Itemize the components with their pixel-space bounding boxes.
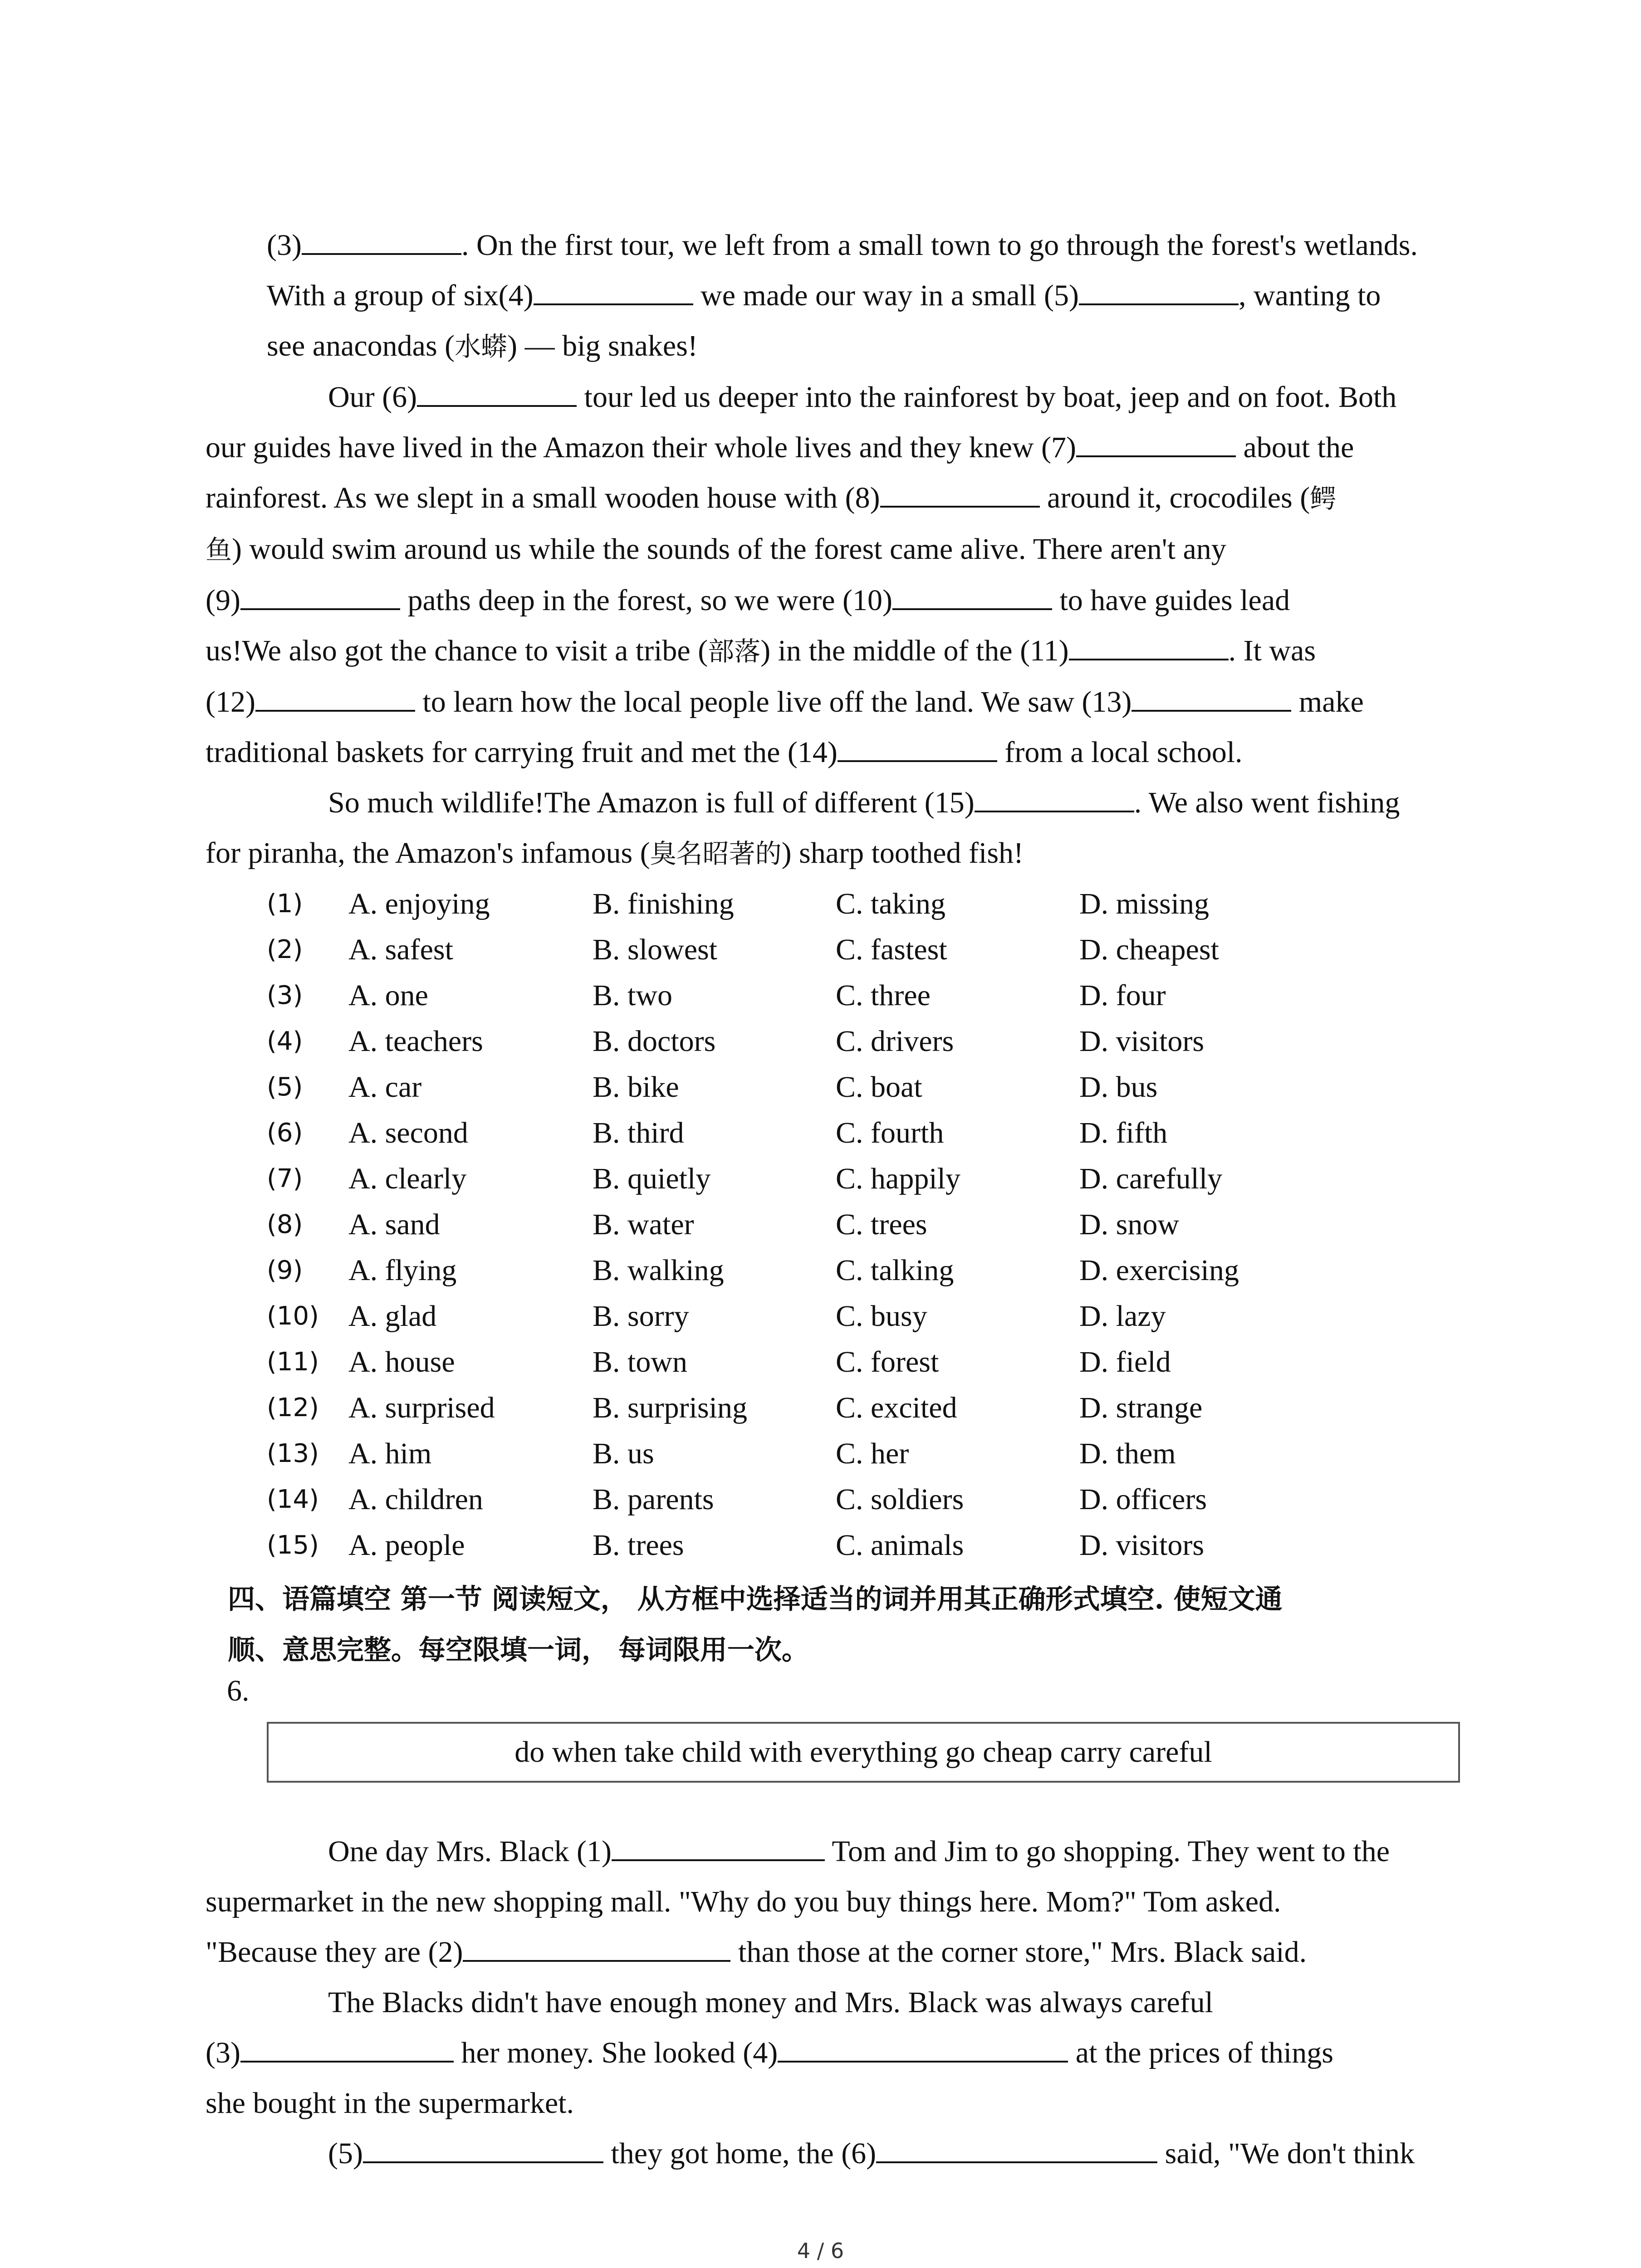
option-a[interactable]: A. safest <box>348 933 453 966</box>
option-b[interactable]: B. water <box>593 1208 694 1241</box>
text: paths deep in the forest, so we were (10) <box>400 584 892 617</box>
answer-blank-3[interactable] <box>302 223 461 255</box>
option-row-3 <box>267 973 1465 1018</box>
option-a[interactable]: A. flying <box>348 1254 457 1287</box>
answer-blank-4[interactable] <box>778 2031 1068 2063</box>
text: "Because they are (2) <box>206 1936 463 1969</box>
answer-blank-10[interactable] <box>892 578 1052 610</box>
answer-blank-6[interactable] <box>417 375 577 407</box>
text: (3) <box>267 229 302 262</box>
answer-blank-5[interactable] <box>1079 274 1239 305</box>
option-row-15 <box>267 1522 1465 1568</box>
option-d[interactable]: D. carefully <box>1079 1162 1223 1195</box>
section-heading <box>228 1574 1466 1676</box>
text: her money. She looked (4) <box>453 2036 778 2069</box>
option-a[interactable]: A. sand <box>348 1208 440 1241</box>
text: supermarket in the new shopping mall. "Why do you buy things here. Mom?" Tom asked. <box>206 1885 1281 1918</box>
option-a[interactable]: A. house <box>348 1345 455 1378</box>
answer-blank-3[interactable] <box>240 2031 454 2063</box>
section-heading-line-1: 四、语篇填空 第一节 阅读短文， 从方框中选择适当的词并用其正确形式填空. 使短文通 <box>228 1584 1283 1615</box>
question-number: (7) <box>267 1164 303 1193</box>
question-number: (13) <box>267 1439 319 1468</box>
answer-blank-8[interactable] <box>880 476 1040 508</box>
line <box>206 1877 1281 1927</box>
option-c[interactable]: C. boat <box>836 1070 922 1104</box>
chinese-gloss: 臭名昭著的 <box>650 838 782 869</box>
text: The Blacks didn't have enough money and Mrs. Black was always careful <box>328 1986 1213 2019</box>
text: traditional baskets for carrying fruit and met the (14) <box>206 736 838 769</box>
option-b[interactable]: B. two <box>593 979 673 1012</box>
option-c[interactable]: C. three <box>836 979 931 1012</box>
option-row-4 <box>267 1018 1465 1064</box>
option-c[interactable]: C. happily <box>836 1162 960 1195</box>
paragraph-3 <box>206 777 1465 879</box>
option-row-10 <box>267 1293 1465 1339</box>
option-a[interactable]: A. second <box>348 1116 468 1149</box>
text: said, "We don't think <box>1157 2137 1415 2170</box>
option-d[interactable]: D. visitors <box>1079 1529 1205 1562</box>
line <box>206 575 1290 626</box>
option-row-11 <box>267 1339 1465 1385</box>
option-a[interactable]: A. surprised <box>348 1391 495 1424</box>
option-row-1 <box>267 881 1465 927</box>
text: our guides have lived in the Amazon their whole lives and they knew (7) <box>206 431 1076 464</box>
option-c[interactable]: C. trees <box>836 1208 927 1241</box>
answer-blank-15[interactable] <box>975 781 1134 812</box>
option-row-7 <box>267 1156 1465 1202</box>
option-d[interactable]: D. them <box>1079 1437 1176 1470</box>
line <box>206 2078 574 2128</box>
answer-blank-7[interactable] <box>1076 425 1236 457</box>
text: see anacondas ( <box>267 329 455 362</box>
option-d[interactable]: D. snow <box>1079 1208 1180 1241</box>
text: make <box>1291 685 1364 719</box>
option-c[interactable]: C. taking <box>836 887 945 920</box>
question-number: (15) <box>267 1530 319 1560</box>
paragraph-3 <box>267 2128 1474 2179</box>
text: for piranha, the Amazon's infamous ( <box>206 836 650 870</box>
option-row-2 <box>267 927 1465 973</box>
text: to learn how the local people live off the land. We saw (13) <box>415 685 1132 719</box>
option-a[interactable]: A. teachers <box>348 1025 483 1058</box>
option-a[interactable]: A. one <box>348 979 428 1012</box>
option-b[interactable]: B. trees <box>593 1529 684 1562</box>
options-list <box>267 881 1465 1568</box>
line <box>206 828 1024 879</box>
text: (12) <box>206 685 255 719</box>
chinese-gloss: 水蟒 <box>455 331 508 362</box>
option-d[interactable]: D. fifth <box>1079 1116 1168 1149</box>
option-a[interactable]: A. clearly <box>348 1162 467 1195</box>
text: than those at the corner store," Mrs. Black said. <box>730 1936 1307 1969</box>
option-row-5 <box>267 1064 1465 1110</box>
option-b[interactable]: B. bike <box>593 1070 679 1104</box>
option-c[interactable]: C. talking <box>836 1254 954 1287</box>
option-a[interactable]: A. enjoying <box>348 887 490 920</box>
text: ) in the middle of the (11) <box>760 634 1069 667</box>
option-d[interactable]: D. lazy <box>1079 1300 1166 1333</box>
option-row-8 <box>267 1202 1465 1247</box>
answer-blank-11[interactable] <box>1069 629 1229 660</box>
option-c[interactable]: C. fastest <box>836 933 947 966</box>
text: (5) <box>328 2137 363 2170</box>
question-number: (3) <box>267 981 303 1010</box>
option-a[interactable]: A. him <box>348 1437 432 1470</box>
text: Our (6) <box>328 381 417 414</box>
passage-one <box>206 220 1465 1568</box>
text: (9) <box>206 584 240 617</box>
question-number: (14) <box>267 1485 319 1514</box>
answer-blank-12[interactable] <box>255 680 415 712</box>
text: at the prices of things <box>1068 2036 1333 2069</box>
text: Tom and Jim to go shopping. They went to the <box>825 1835 1390 1868</box>
question-number: (6) <box>267 1118 303 1148</box>
text: So much wildlife!The Amazon is full of different (15) <box>328 786 975 819</box>
option-row-13 <box>267 1431 1465 1476</box>
option-d[interactable]: D. cheapest <box>1079 933 1219 966</box>
option-d[interactable]: D. bus <box>1079 1070 1158 1104</box>
question-number: (5) <box>267 1072 303 1102</box>
chinese-gloss: 鳄 <box>1310 483 1337 514</box>
paragraph-1 <box>206 1826 1474 1977</box>
text: ) would swim around us while the sounds of the forest came alive. There aren't any <box>232 533 1226 566</box>
answer-blank-4[interactable] <box>534 274 693 305</box>
option-d[interactable]: D. strange <box>1079 1391 1203 1424</box>
answer-blank-13[interactable] <box>1132 680 1291 712</box>
option-d[interactable]: D. missing <box>1079 887 1210 920</box>
text: tour led us deeper into the rainforest by boat, jeep and on foot. Both <box>577 381 1397 414</box>
option-d[interactable]: D. officers <box>1079 1483 1207 1516</box>
answer-blank-9[interactable] <box>240 578 400 610</box>
answer-blank-14[interactable] <box>838 730 997 762</box>
option-c[interactable]: C. her <box>836 1437 909 1470</box>
passage-two <box>206 1826 1474 2179</box>
word-bank-box: do when take child with everything go cheap carry careful <box>267 1722 1460 1783</box>
line <box>206 422 1354 473</box>
page-number: 4 / 6 <box>797 2239 844 2263</box>
option-b[interactable]: B. walking <box>593 1254 724 1287</box>
option-b[interactable]: B. town <box>593 1345 688 1378</box>
option-c[interactable]: C. forest <box>836 1345 939 1378</box>
paragraph-1 <box>267 220 1465 372</box>
option-c[interactable]: C. soldiers <box>836 1483 964 1516</box>
line <box>206 473 1336 524</box>
line <box>206 727 1243 777</box>
question-number: (10) <box>267 1301 319 1331</box>
line <box>206 677 1364 727</box>
option-a[interactable]: A. glad <box>348 1300 437 1333</box>
text: ) — big snakes! <box>507 329 698 362</box>
option-b[interactable]: B. parents <box>593 1483 714 1516</box>
line <box>206 626 1316 677</box>
text: rainforest. As we slept in a small wooden house with (8) <box>206 481 880 514</box>
text: (3) <box>206 2036 240 2069</box>
text: they got home, the (6) <box>603 2137 877 2170</box>
paragraph-2 <box>206 1977 1474 2128</box>
line <box>206 524 1226 575</box>
option-d[interactable]: D. exercising <box>1079 1254 1239 1287</box>
option-a[interactable]: A. children <box>348 1483 483 1516</box>
section-heading-line-2: 顺、意思完整。每空限填一词， 每词限用一次。 <box>228 1634 809 1666</box>
option-c[interactable]: C. busy <box>836 1300 927 1333</box>
text: . It was <box>1228 634 1316 667</box>
option-d[interactable]: D. visitors <box>1079 1025 1205 1058</box>
line <box>206 2028 1333 2078</box>
text: to have guides lead <box>1052 584 1290 617</box>
question-number: (1) <box>267 889 303 919</box>
option-row-12 <box>267 1385 1465 1431</box>
answer-blank-6[interactable] <box>876 2131 1157 2163</box>
option-a[interactable]: A. car <box>348 1070 422 1104</box>
text: ) sharp toothed fish! <box>781 836 1024 870</box>
text: , wanting to <box>1238 279 1381 312</box>
option-d[interactable]: D. field <box>1079 1345 1171 1378</box>
text: . On the first tour, we left from a small town to go through the forest's wetlands. <box>461 229 1418 262</box>
line <box>206 1927 1307 1977</box>
answer-blank-5[interactable] <box>363 2131 603 2163</box>
question-number: (9) <box>267 1256 303 1285</box>
option-c[interactable]: C. excited <box>836 1391 957 1424</box>
text: about the <box>1236 431 1354 464</box>
option-c[interactable]: C. drivers <box>836 1025 954 1058</box>
text: from a local school. <box>997 736 1243 769</box>
chinese-gloss: 部落 <box>708 636 761 667</box>
option-b[interactable]: B. sorry <box>593 1300 689 1333</box>
text: we made our way in a small (5) <box>693 279 1079 312</box>
option-b[interactable]: B. slowest <box>593 933 718 966</box>
option-b[interactable]: B. quietly <box>593 1162 711 1195</box>
option-b[interactable]: B. doctors <box>593 1025 716 1058</box>
option-row-9 <box>267 1247 1465 1293</box>
chinese-gloss: 鱼 <box>206 534 232 565</box>
question-number: (12) <box>267 1393 319 1422</box>
question-number: (11) <box>267 1347 319 1377</box>
text: she bought in the supermarket. <box>206 2087 574 2120</box>
question-number: (2) <box>267 935 303 964</box>
option-b[interactable]: B. us <box>593 1437 654 1470</box>
question-number: (4) <box>267 1026 303 1056</box>
answer-blank-1[interactable] <box>612 1829 825 1861</box>
option-a[interactable]: A. people <box>348 1529 465 1562</box>
option-d[interactable]: D. four <box>1079 979 1166 1012</box>
option-b[interactable]: B. surprising <box>593 1391 748 1424</box>
option-row-6 <box>267 1110 1465 1156</box>
text: . We also went fishing <box>1134 786 1400 819</box>
option-c[interactable]: C. fourth <box>836 1116 944 1149</box>
answer-blank-2[interactable] <box>463 1930 730 1962</box>
option-row-14 <box>267 1476 1465 1522</box>
paragraph-2 <box>206 372 1465 777</box>
text: One day Mrs. Black (1) <box>328 1835 612 1868</box>
question-number: 6. <box>227 1674 250 1707</box>
question-number: (8) <box>267 1210 303 1239</box>
option-b[interactable]: B. third <box>593 1116 684 1149</box>
option-b[interactable]: B. finishing <box>593 887 734 920</box>
text: With a group of six(4) <box>267 279 534 312</box>
text: us!We also got the chance to visit a tribe ( <box>206 634 708 667</box>
text: around it, crocodiles ( <box>1039 481 1310 514</box>
option-c[interactable]: C. animals <box>836 1529 964 1562</box>
